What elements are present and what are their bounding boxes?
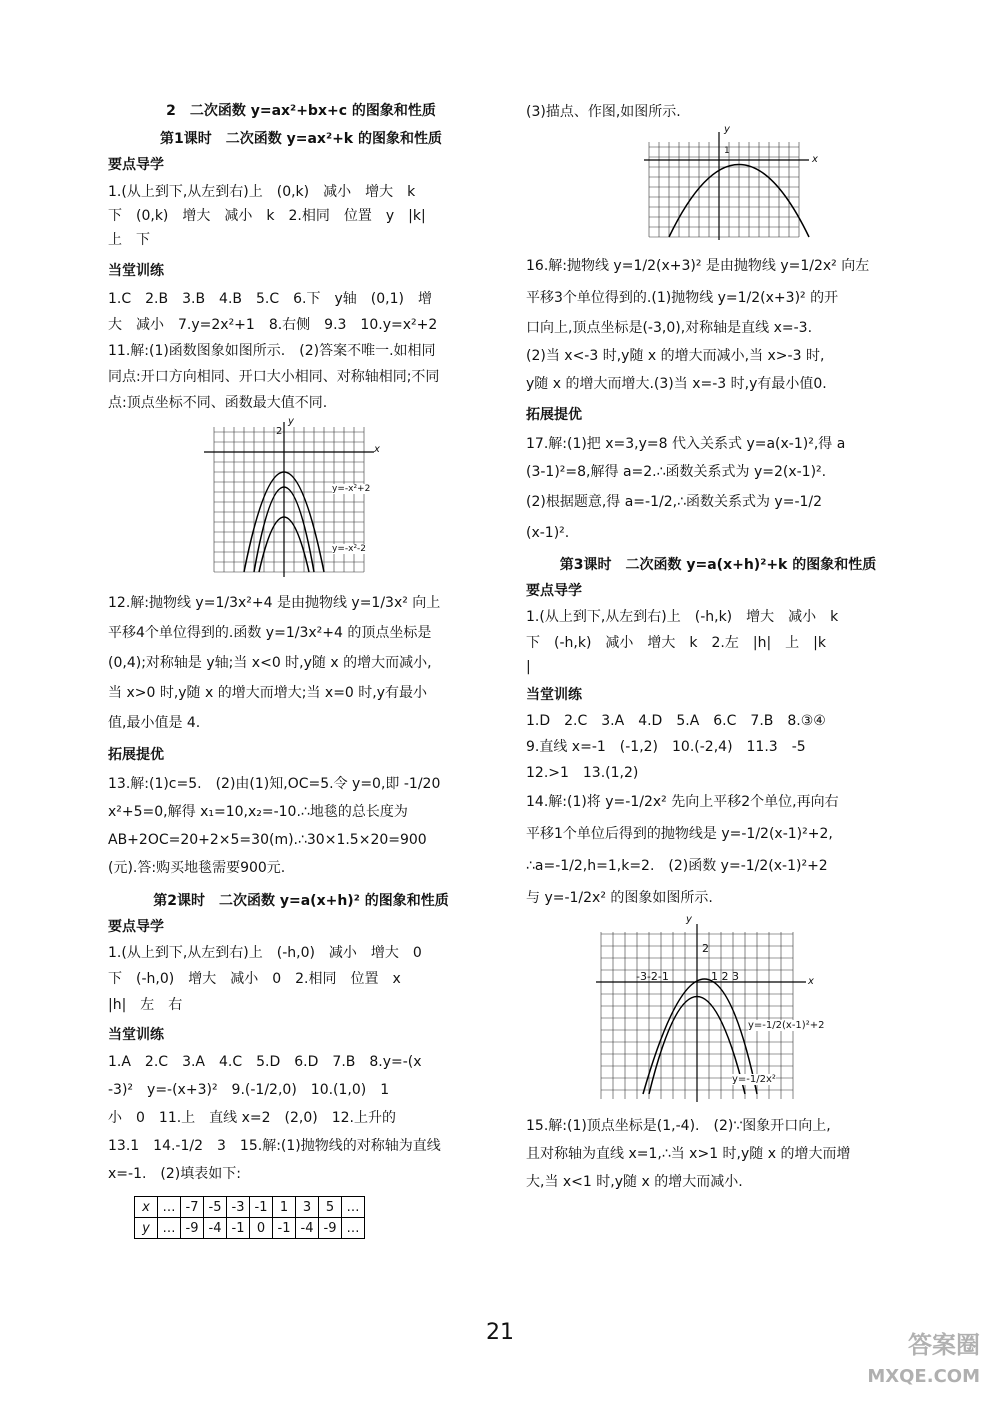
text-line: 大,当 x<1 时,y随 x 的增大而减小. xyxy=(526,1174,743,1190)
text-line: |h| 左 右 xyxy=(108,997,183,1013)
text-line: 1.(从上到下,从左到右)上 (-h,0) 减小 增大 0 xyxy=(108,945,422,961)
table-cell: … xyxy=(342,1197,365,1218)
text-line: 平移1个单位后得到的抛物线是 y=-1/2(x-1)²+2, xyxy=(526,826,833,842)
text-line: 1.(从上到下,从左到右)上 (0,k) 减小 增大 k xyxy=(108,184,416,200)
text-line: 当 x>0 时,y随 x 的增大而增大;当 x=0 时,y有最小 xyxy=(108,685,428,701)
table-cell: -9 xyxy=(319,1218,342,1239)
text-line: 下 (-h,0) 增大 减小 0 2.相同 位置 x xyxy=(108,971,401,987)
text-line: 12.>1 13.(1,2) xyxy=(526,765,639,781)
answer-block xyxy=(526,786,910,914)
heading: 拓展提优 xyxy=(108,747,164,763)
text-line: 13.1 14.-1/2 3 15.解:(1)抛物线的对称轴为直线 xyxy=(108,1138,441,1154)
heading: 当堂训练 xyxy=(108,263,164,279)
text-line: (x-1)². xyxy=(526,525,570,541)
table-cell: x xyxy=(135,1197,158,1218)
watermark-url: MXQE.COM xyxy=(867,1366,980,1387)
table-cell: -7 xyxy=(181,1197,204,1218)
text-line: y随 x 的增大而增大.(3)当 x=-3 时,y有最小值0. xyxy=(526,376,827,392)
text-line: 点:顶点坐标不同、函数最大值不同. xyxy=(108,395,328,411)
table-cell: -1 xyxy=(250,1197,273,1218)
right-column xyxy=(526,100,910,1196)
text-line: 值,最小值是 4. xyxy=(108,715,201,731)
text-line: (3-1)²=8,解得 a=2.∴函数关系式为 y=2(x-1)². xyxy=(526,464,827,480)
text-line: 与 y=-1/2x² 的图象如图所示. xyxy=(526,890,713,906)
text-line: (元).答:购买地毯需要900元. xyxy=(108,860,286,876)
page-number: 21 xyxy=(486,1320,514,1345)
heading: 要点导学 xyxy=(108,157,164,173)
value-table xyxy=(134,1196,365,1239)
answer-block xyxy=(526,1112,910,1196)
table-cell: -1 xyxy=(227,1218,250,1239)
text-line: 17.解:(1)把 x=3,y=8 代入关系式 y=a(x-1)²,得 a xyxy=(526,436,846,452)
text-line: 且对称轴为直线 x=1,∴当 x>1 时,y随 x 的增大而增 xyxy=(526,1146,851,1162)
table-cell: -4 xyxy=(296,1218,319,1239)
text-line: -3)² y=-(x+3)² 9.(-1/2,0) 10.(1,0) 1 xyxy=(108,1082,390,1098)
watermark-logo: 答案圈 xyxy=(908,1331,980,1359)
section-title: 2 二次函数 y=ax²+bx+c 的图象和性质 xyxy=(166,103,436,119)
table-cell: … xyxy=(158,1197,181,1218)
answer-block xyxy=(108,180,494,252)
heading: 要点导学 xyxy=(526,583,582,599)
parabola-graph xyxy=(596,924,826,1104)
text-line: 15.解:(1)顶点坐标是(1,-4). (2)∵图象开口向上, xyxy=(526,1118,831,1134)
parabola-graph xyxy=(644,132,824,242)
table-cell: -9 xyxy=(181,1218,204,1239)
parabola-graph xyxy=(204,422,394,582)
tick-label: 2 xyxy=(702,942,709,955)
text-line: 14.解:(1)将 y=-1/2x² 先向上平移2个单位,再向右 xyxy=(526,794,839,810)
axis-label-x: x xyxy=(374,444,380,455)
axis-label-y: y xyxy=(288,416,294,427)
table-cell: … xyxy=(158,1218,181,1239)
tick-label: 1 2 3 xyxy=(711,970,739,983)
text-line: 口向上,顶点坐标是(-3,0),对称轴是直线 x=-3. xyxy=(526,320,813,336)
answer-block xyxy=(526,604,910,678)
text-line: 11.解:(1)函数图象如图所示. (2)答案不唯一.如相同 xyxy=(108,343,436,359)
axis-label-y: y xyxy=(724,124,730,135)
text-line: 同点:开口方向相同、开口大小相同、对称轴相同;不同 xyxy=(108,369,440,385)
heading: 当堂训练 xyxy=(108,1027,164,1043)
table-cell: 0 xyxy=(250,1218,273,1239)
axis-label-x: x xyxy=(808,976,814,987)
tick-label: -3-2-1 xyxy=(636,970,669,983)
graph-figure xyxy=(596,914,826,1104)
text-line: 9.直线 x=-1 (-1,2) 10.(-2,4) 11.3 -5 xyxy=(526,739,806,755)
heading: 当堂训练 xyxy=(526,687,582,703)
lesson-title: 第1课时 二次函数 y=ax²+k 的图象和性质 xyxy=(160,131,442,147)
table-cell: 5 xyxy=(319,1197,342,1218)
text-line: ∴a=-1/2,h=1,k=2. (2)函数 y=-1/2(x-1)²+2 xyxy=(526,858,828,874)
answer-block xyxy=(526,708,910,786)
answer-block xyxy=(108,940,494,1018)
heading: 拓展提优 xyxy=(526,407,582,423)
text-line: 平移3个单位得到的.(1)抛物线 y=1/2(x+3)² 的开 xyxy=(526,290,839,306)
table-cell: -1 xyxy=(273,1218,296,1239)
answer-block xyxy=(108,1048,494,1188)
curve-label: y=-x²+2 xyxy=(332,484,371,494)
text-line: 大 减小 7.y=2x²+1 8.右侧 9.3 10.y=x²+2 xyxy=(108,317,438,333)
answer-block xyxy=(526,250,910,398)
table-cell: 1 xyxy=(273,1197,296,1218)
text-line: 小 0 11.上 直线 x=2 (2,0) 12.上升的 xyxy=(108,1110,396,1126)
heading: 要点导学 xyxy=(108,919,164,935)
text-line: 13.解:(1)c=5. (2)由(1)知,OC=5.令 y=0,即 -1/20 xyxy=(108,776,441,792)
text-line: (0,4);对称轴是 y轴;当 x<0 时,y随 x 的增大而减小, xyxy=(108,655,432,671)
graph-figure xyxy=(204,416,394,582)
answer-block xyxy=(108,588,494,738)
tick-label: 2 xyxy=(276,426,283,437)
text-line: 下 (-h,k) 减小 增大 k 2.左 |h| 上 |k xyxy=(526,635,827,651)
table-cell: -4 xyxy=(204,1218,227,1239)
table-cell: … xyxy=(342,1218,365,1239)
text-line: | xyxy=(526,659,531,675)
left-column xyxy=(108,100,494,1239)
text-line: 12.解:抛物线 y=1/3x²+4 是由抛物线 y=1/3x² 向上 xyxy=(108,595,441,611)
lesson-title: 第2课时 二次函数 y=a(x+h)² 的图象和性质 xyxy=(153,893,449,909)
text-line: 1.A 2.C 3.A 4.C 5.D 6.D 7.B 8.y=-(x xyxy=(108,1054,422,1070)
table-row xyxy=(135,1197,365,1218)
text-line: (2)当 x<-3 时,y随 x 的增大而减小,当 x>-3 时, xyxy=(526,348,825,364)
answer-block xyxy=(526,430,910,548)
text-line: 16.解:抛物线 y=1/2(x+3)² 是由抛物线 y=1/2x² 向左 xyxy=(526,258,870,274)
text-line: 上 下 xyxy=(108,232,150,248)
text-line: 1.C 2.B 3.B 4.B 5.C 6.下 y轴 (0,1) 增 xyxy=(108,291,432,307)
text-line: AB+2OC=20+2×5=30(m).∴30×1.5×20=900 xyxy=(108,832,427,848)
answer-block xyxy=(108,286,494,416)
table-row xyxy=(135,1218,365,1239)
axis-label-x: x xyxy=(812,154,818,165)
text-line: x=-1. (2)填表如下: xyxy=(108,1166,241,1182)
curve-label: y=-x²-2 xyxy=(332,544,367,554)
lesson-title: 第3课时 二次函数 y=a(x+h)²+k 的图象和性质 xyxy=(559,557,877,573)
graph-figure xyxy=(644,124,824,242)
tick-label: 1 xyxy=(724,146,730,156)
text-line: 1.(从上到下,从左到右)上 (-h,k) 增大 减小 k xyxy=(526,609,839,625)
answer-block xyxy=(108,770,494,882)
text-line: x²+5=0,解得 x₁=10,x₂=-10.∴地毯的总长度为 xyxy=(108,804,408,820)
text-line: 1.D 2.C 3.A 4.D 5.A 6.C 7.B 8.③④ xyxy=(526,713,826,729)
table-cell: y xyxy=(135,1218,158,1239)
table-cell: -5 xyxy=(204,1197,227,1218)
table-cell: -3 xyxy=(227,1197,250,1218)
curve-label: y=-1/2x² xyxy=(732,1074,776,1085)
table-cell: 3 xyxy=(296,1197,319,1218)
text-line: 平移4个单位得到的.函数 y=1/3x²+4 的顶点坐标是 xyxy=(108,625,432,641)
curve-label: y=-1/2(x-1)²+2 xyxy=(748,1020,825,1031)
text-line: (2)根据题意,得 a=-1/2,∴函数关系式为 y=-1/2 xyxy=(526,494,823,510)
axis-label-y: y xyxy=(686,914,692,925)
text-line: (3)描点、作图,如图所示. xyxy=(526,104,681,120)
text-line: 下 (0,k) 增大 减小 k 2.相同 位置 y |k| xyxy=(108,208,426,224)
